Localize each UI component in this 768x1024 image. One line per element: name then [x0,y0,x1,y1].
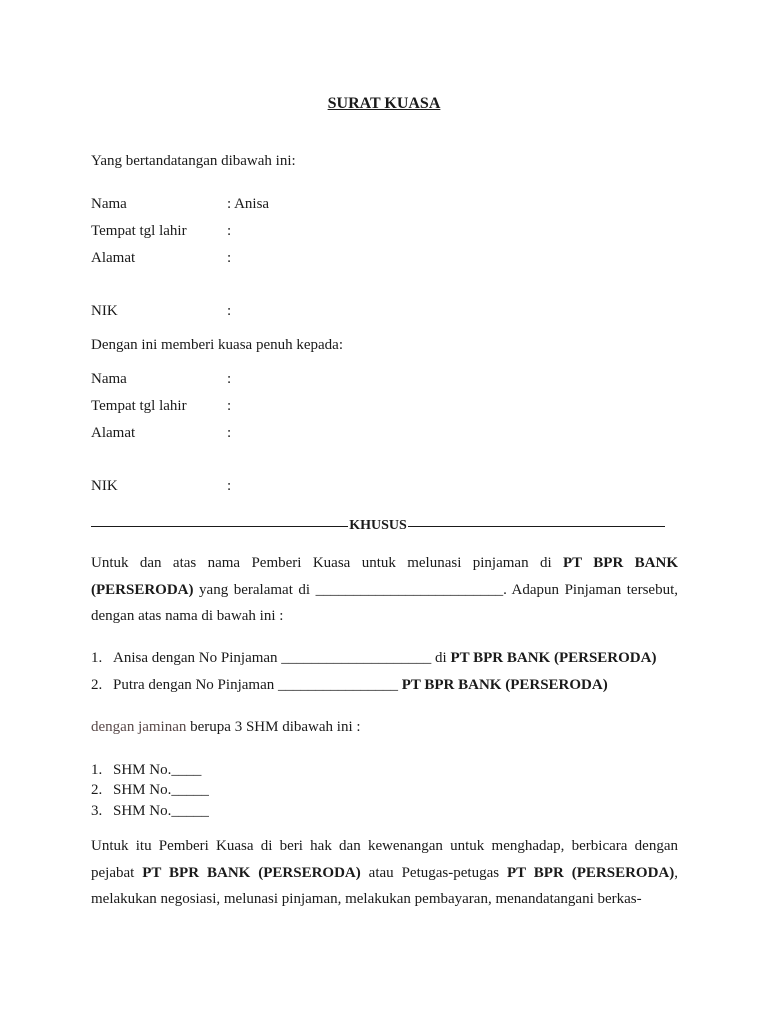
intro-text: Yang bertandatangan dibawah ini: [91,153,296,169]
loan-item-2 [113,677,608,694]
grantee-ttl-value: : [227,398,232,414]
para1-text-b: yang beralamat di _________________________. Adapun Pinjaman tersebut, dengan atas nama di bawah ini : [91,581,678,624]
grantee-nama-label: Nama [91,371,127,387]
shm-item-1-number: 1. [91,762,103,778]
shm-item-2: SHM No._____ [113,782,209,798]
para2-text-b: atau Petugas-petugas [360,864,507,881]
shm-item-3: SHM No._____ [113,803,209,819]
grantee-nik-value: : [227,478,232,494]
collateral-intro-b: berupa 3 SHM dibawah ini : [186,719,361,735]
loan-item-1-text: Anisa dengan No Pinjaman ____________________ di [113,650,451,666]
separator-line-left [91,526,348,527]
grantor-nik-label: NIK [91,303,118,319]
grantee-alamat-value: : [227,425,232,441]
grantor-nik-value: : [227,303,232,319]
grantor-ttl-value: : [227,223,232,239]
para1-bank-name: PT BPR BANK (PERSERODA) [91,555,679,598]
shm-item-3-number: 3. [91,803,103,819]
grantor-ttl-label: Tempat tgl lahir [91,223,187,239]
grant-statement: Dengan ini memberi kuasa penuh kepada: [91,337,343,353]
collateral-intro [91,719,361,736]
loan-item-1-number: 1. [91,650,103,666]
separator-line-right [408,526,665,527]
loan-item-1-bank: PT BPR BANK (PERSERODA) [450,650,657,666]
shm-item-1: SHM No.____ [113,762,202,778]
grantee-ttl-label: Tempat tgl lahir [91,398,187,414]
para2-bank-name-1: PT BPR BANK (PERSERODA) [142,864,361,881]
para2-bank-name-2: PT BPR (PERSERODA) [506,864,675,881]
separator-label: KHUSUS [349,518,407,533]
grantee-nama-value: : [227,371,232,387]
shm-item-2-number: 2. [91,782,103,798]
khusus-separator [91,518,665,534]
loan-item-2-bank: PT BPR BANK (PERSERODA) [401,677,608,693]
grantor-nama-label: Nama [91,196,127,212]
loan-item-2-number: 2. [91,677,103,693]
paragraph-authority [91,833,678,913]
grantor-alamat-value: : [227,250,232,266]
grantor-alamat-label: Alamat [91,250,136,266]
grantee-alamat-label: Alamat [91,425,136,441]
para2-text-c: , melakukan negosiasi, melunasi pinjaman, melakukan pembayaran, menandatangani berkas- [91,864,678,907]
loan-item-1 [113,650,656,667]
para1-text-a: Untuk dan atas nama Pemberi Kuasa untuk melunasi pinjaman di [91,555,564,571]
document-title: SURAT KUASA [327,95,441,112]
loan-item-2-text: Putra dengan No Pinjaman ________________ [113,677,402,693]
paragraph-purpose [91,550,678,630]
grantor-nama-value: : Anisa [227,196,270,212]
grantee-nik-label: NIK [91,478,118,494]
collateral-intro-a: dengan jaminan [91,719,187,735]
para2-text-a: Untuk itu Pemberi Kuasa di beri hak dan kewenangan untuk menghadap, berbicara dengan pejabat [91,838,678,881]
